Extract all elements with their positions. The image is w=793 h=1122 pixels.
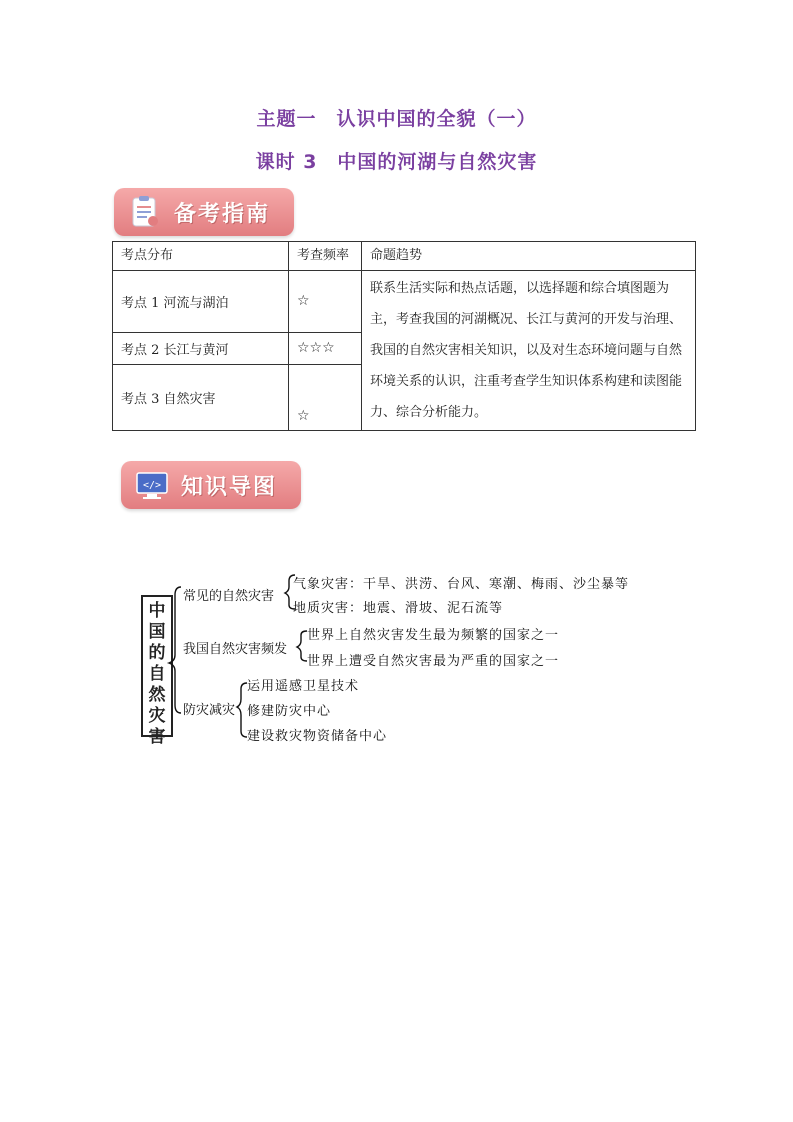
table-row bbox=[113, 271, 696, 333]
mindmap-leaf: 修建防灾中心 bbox=[247, 704, 332, 719]
mindmap-leaf: 世界上遭受自然灾害最为严重的国家之一 bbox=[307, 654, 560, 669]
table-header-cell: 命题趋势 bbox=[362, 242, 696, 271]
guide-banner bbox=[114, 188, 294, 236]
page-title: 主题一 认识中国的全貌（一） bbox=[256, 108, 537, 130]
mindmap-leaf: 气象灾害：干旱、洪涝、台风、寒潮、梅雨、沙尘暴等 bbox=[293, 577, 630, 592]
exam-point-cell: 考点 2 长江与黄河 bbox=[113, 332, 289, 364]
branch2-bracket bbox=[297, 631, 307, 661]
mindmap-branch: 我国自然灾害频发 bbox=[183, 642, 288, 657]
table-header-cell: 考查频率 bbox=[289, 242, 362, 271]
root-bracket bbox=[169, 587, 181, 713]
svg-text:</>: </> bbox=[142, 480, 162, 491]
frequency-cell: ☆ bbox=[289, 271, 362, 333]
mindmap-leaf: 运用遥感卫星技术 bbox=[247, 679, 360, 694]
guide-banner-label: 备考指南 bbox=[174, 202, 271, 227]
exam-guide-table bbox=[112, 241, 696, 431]
exam-point-cell: 考点 1 河流与湖泊 bbox=[113, 271, 289, 333]
mindmap-branch: 防灾减灾 bbox=[183, 703, 236, 718]
exam-point-cell: 考点 3 自然灾害 bbox=[113, 364, 289, 430]
branch3-bracket bbox=[237, 683, 247, 737]
mindmap-root: 中国的自然灾害 bbox=[148, 601, 166, 747]
mindmap-leaf: 世界上自然灾害发生最为频繁的国家之一 bbox=[307, 628, 560, 643]
mindmap-leaf: 建设救灾物资储备中心 bbox=[247, 729, 388, 744]
trend-cell: 联系生活实际和热点话题，以选择题和综合填图题为主，考查我国的河湖概况、长江与黄河的开发与治理、我国的自然灾害相关知识，以及对生态环境问题与自然环境关系的认识，注重考查学生知识体系构建和读图能力、综合分析能力。 bbox=[362, 271, 696, 431]
mindmap-leaf: 地质灾害：地震、滑坡、泥石流等 bbox=[293, 601, 504, 616]
table-header-row bbox=[113, 242, 696, 271]
frequency-cell: ☆☆☆ bbox=[289, 332, 362, 364]
knowledge-map-banner-label: 知识导图 bbox=[181, 475, 278, 500]
mindmap-branch: 常见的自然灾害 bbox=[183, 589, 275, 604]
clipboard-icon bbox=[128, 196, 162, 228]
page-subtitle: 课时 3 中国的河湖与自然灾害 bbox=[255, 151, 538, 173]
knowledge-mindmap bbox=[135, 565, 655, 755]
code-monitor-icon bbox=[135, 469, 169, 501]
knowledge-map-banner bbox=[121, 461, 301, 509]
table-header-cell: 考点分布 bbox=[113, 242, 289, 271]
frequency-cell: ☆ bbox=[289, 364, 362, 430]
